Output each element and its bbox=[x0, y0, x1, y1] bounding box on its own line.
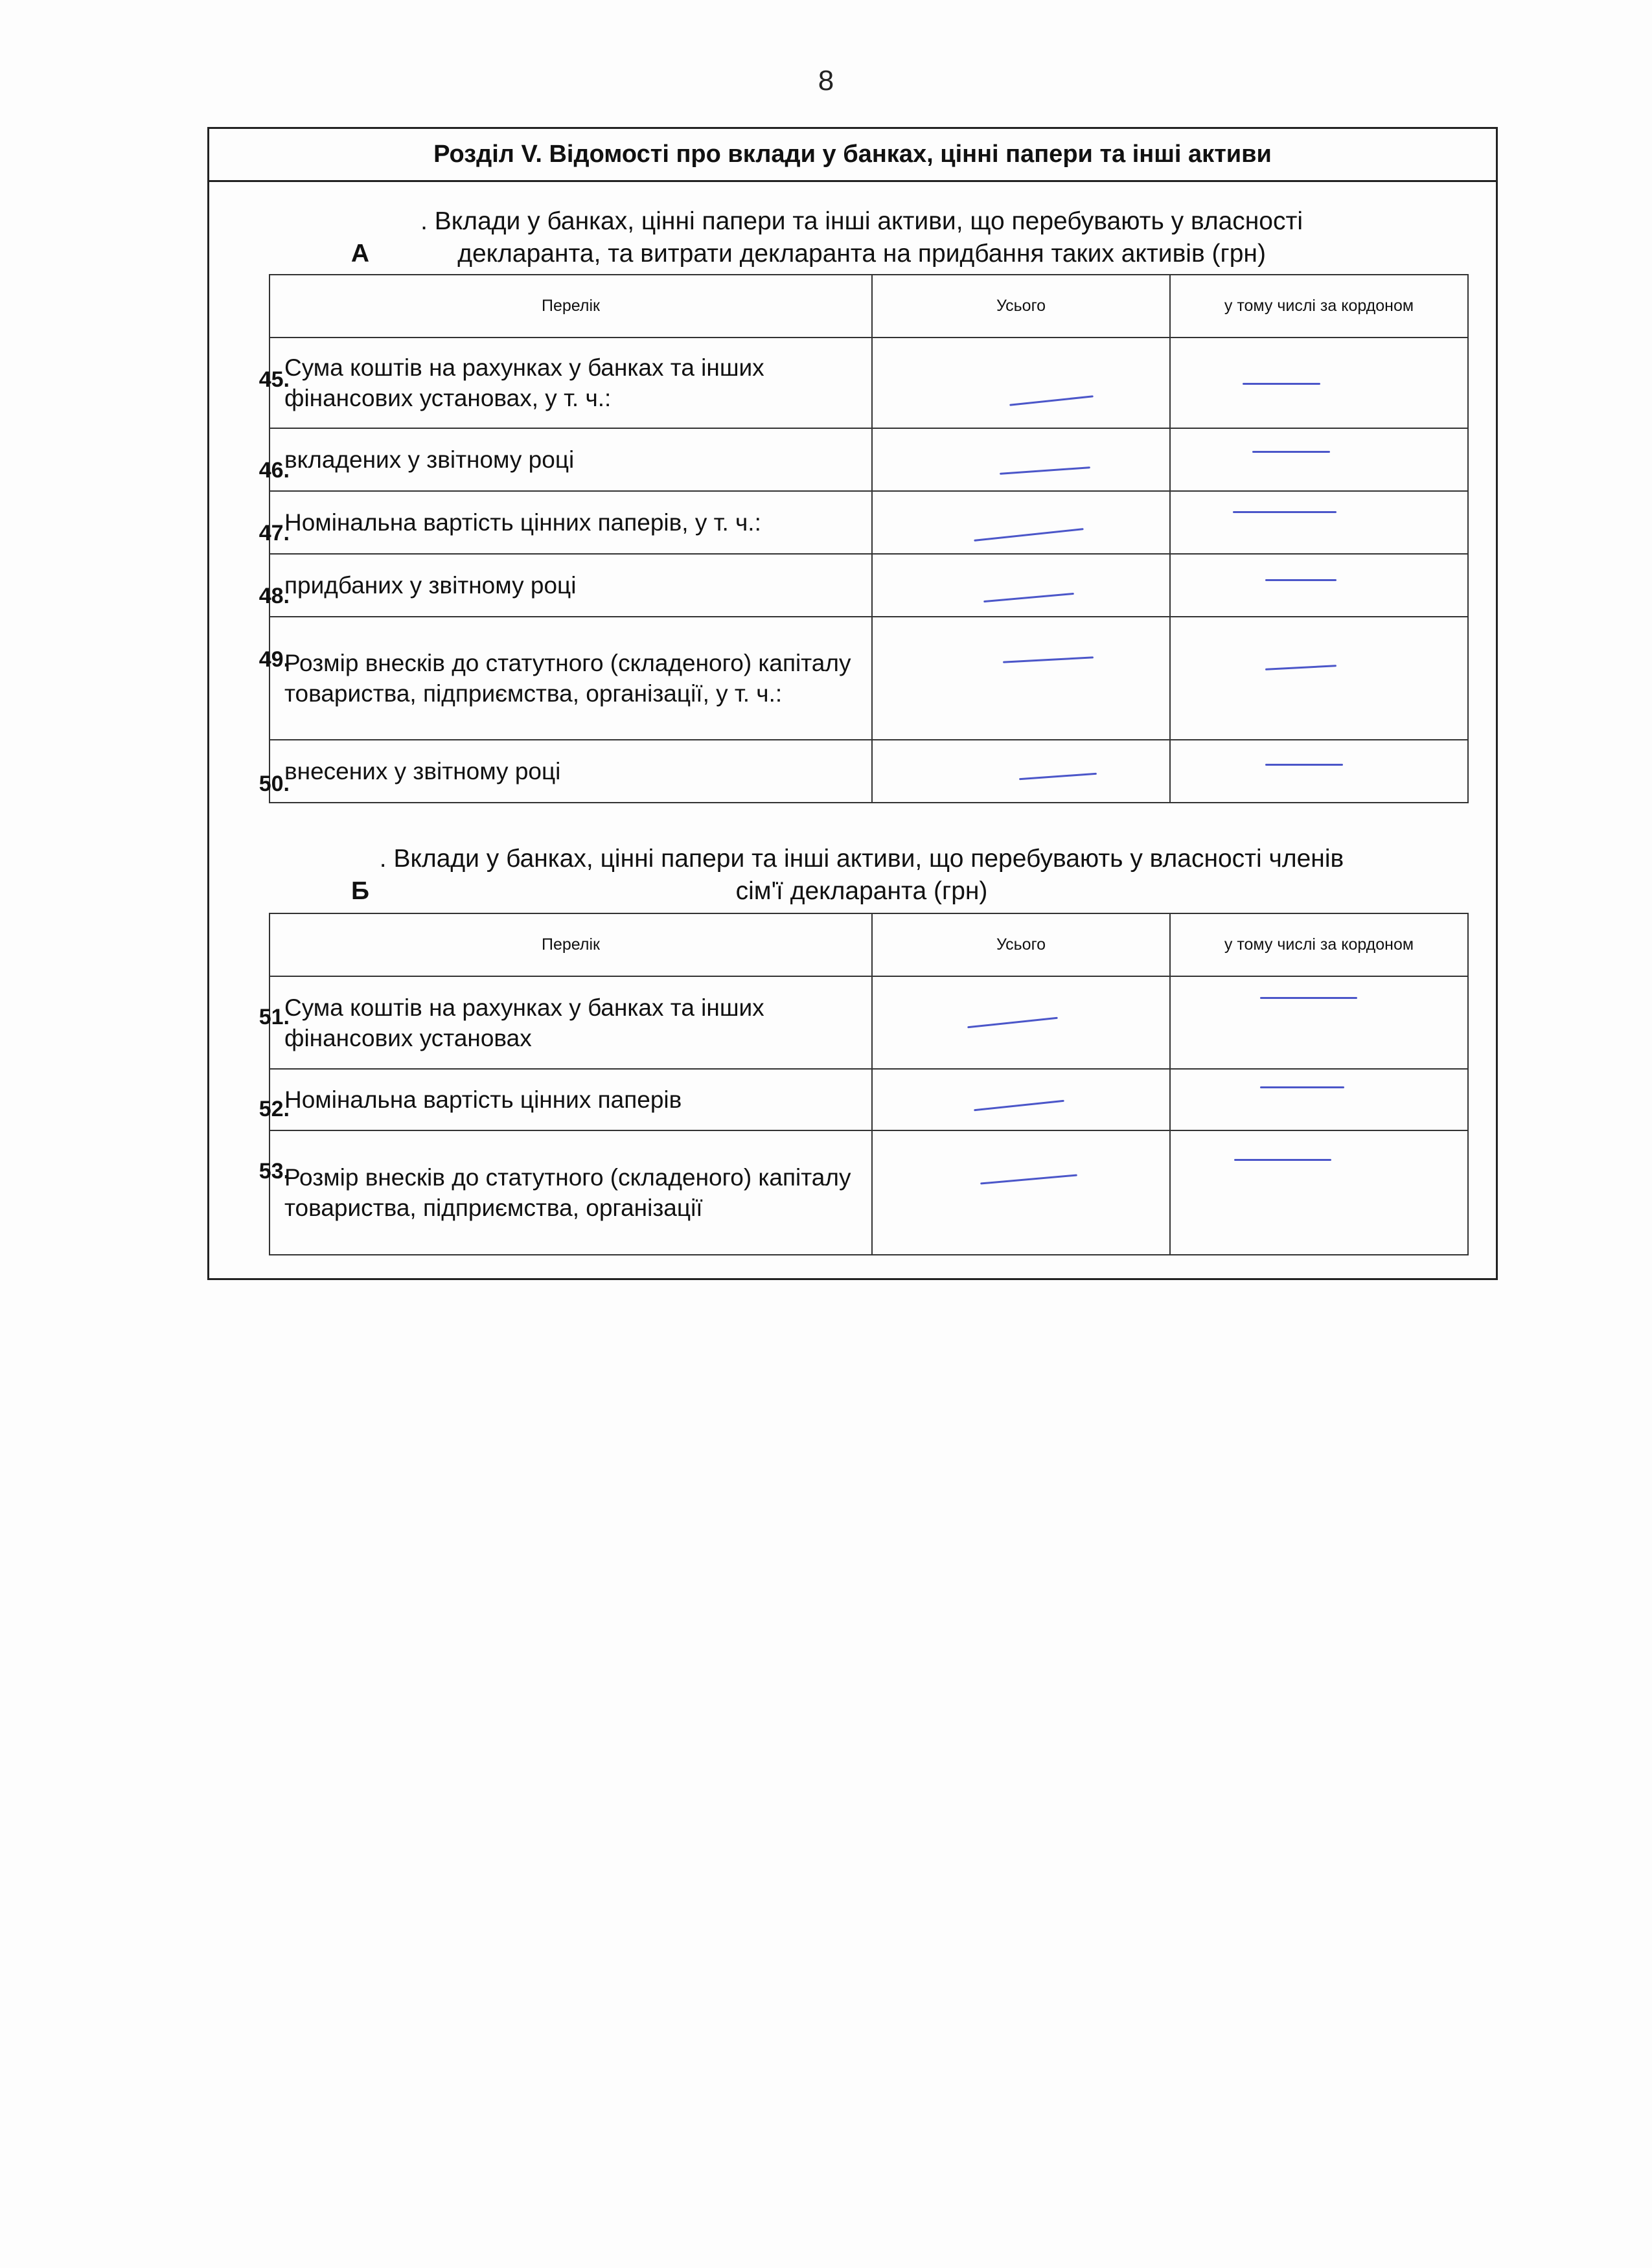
header-abroad: у тому числі за кордоном bbox=[1170, 913, 1468, 976]
handwritten-dash bbox=[1233, 511, 1337, 513]
part-b-letter: Б bbox=[350, 877, 370, 905]
section-title: Розділ V. Відомості про вклади у банках, цінні папери та інші активи bbox=[209, 129, 1496, 182]
row-label: Сума коштів на рахунках у банках та інших фінансових установах bbox=[270, 976, 872, 1069]
table-row bbox=[270, 491, 1468, 554]
table-row bbox=[270, 740, 1468, 803]
abroad-field[interactable] bbox=[1170, 617, 1468, 740]
row-label: придбаних у звітному році bbox=[270, 554, 872, 617]
total-field[interactable] bbox=[872, 1130, 1170, 1255]
header-name: Перелік bbox=[270, 913, 872, 976]
abroad-field[interactable] bbox=[1170, 1130, 1468, 1255]
total-field[interactable] bbox=[872, 554, 1170, 617]
row-label: Сума коштів на рахунках у банках та інших фінансових установах, у т. ч.: bbox=[270, 338, 872, 428]
row-number: 47. bbox=[258, 521, 290, 545]
total-field[interactable] bbox=[872, 491, 1170, 554]
table-row bbox=[270, 554, 1468, 617]
abroad-field[interactable] bbox=[1170, 740, 1468, 803]
part-a-table bbox=[269, 274, 1469, 803]
header-total: Усього bbox=[872, 913, 1170, 976]
page-number: 8 bbox=[818, 65, 834, 97]
abroad-field[interactable] bbox=[1170, 1069, 1468, 1130]
total-field[interactable] bbox=[872, 617, 1170, 740]
row-label: вкладених у звітному році bbox=[270, 428, 872, 491]
abroad-field[interactable] bbox=[1170, 428, 1468, 491]
part-b-title-text: . Вклади у банках, цінні папери та інші активи, що перебувають у власності членів сім'ї декларанта (грн) bbox=[379, 845, 1344, 905]
row-number: 51. bbox=[258, 1005, 290, 1029]
row-label: Номінальна вартість цінних паперів, у т. ч.: bbox=[270, 491, 872, 554]
abroad-field[interactable] bbox=[1170, 976, 1468, 1069]
row-number: 46. bbox=[258, 458, 290, 483]
table-row bbox=[270, 617, 1468, 740]
row-label: Номінальна вартість цінних паперів bbox=[270, 1069, 872, 1130]
row-number: 52. bbox=[258, 1097, 290, 1121]
table-row bbox=[270, 428, 1468, 491]
handwritten-dash bbox=[1243, 383, 1320, 385]
table-row bbox=[270, 1069, 1468, 1130]
section-v bbox=[207, 127, 1498, 1280]
table-header-row bbox=[270, 275, 1468, 338]
row-number: 53. bbox=[258, 1159, 290, 1184]
total-field[interactable] bbox=[872, 740, 1170, 803]
part-a-title bbox=[209, 205, 1496, 270]
row-number: 45. bbox=[258, 367, 290, 392]
part-b-title bbox=[209, 843, 1496, 908]
header-abroad: у тому числі за кордоном bbox=[1170, 275, 1468, 338]
handwritten-dash bbox=[1265, 579, 1337, 581]
handwritten-dash bbox=[1234, 1159, 1331, 1161]
row-number: 50. bbox=[258, 772, 290, 796]
row-number: 48. bbox=[258, 584, 290, 608]
header-name: Перелік bbox=[270, 275, 872, 338]
table-row bbox=[270, 1130, 1468, 1255]
total-field[interactable] bbox=[872, 338, 1170, 428]
handwritten-dash bbox=[1260, 1086, 1344, 1088]
abroad-field[interactable] bbox=[1170, 491, 1468, 554]
part-a-title-text: . Вклади у банках, цінні папери та інші активи, що перебувають у власності декларанта, та витрати декларанта на придбання таких активів (грн) bbox=[420, 207, 1303, 268]
handwritten-dash bbox=[1260, 997, 1357, 999]
row-label: Розмір внесків до статутного (складеного) капіталу товариства, підприємства, організації, у т. ч.: bbox=[270, 617, 872, 740]
total-field[interactable] bbox=[872, 1069, 1170, 1130]
part-a-letter: А bbox=[350, 240, 370, 268]
row-label: внесених у звітному році bbox=[270, 740, 872, 803]
abroad-field[interactable] bbox=[1170, 554, 1468, 617]
part-b-table bbox=[269, 913, 1469, 1255]
total-field[interactable] bbox=[872, 428, 1170, 491]
table-header-row bbox=[270, 913, 1468, 976]
handwritten-dash bbox=[1252, 451, 1330, 453]
header-total: Усього bbox=[872, 275, 1170, 338]
table-row bbox=[270, 976, 1468, 1069]
row-label: Розмір внесків до статутного (складеного) капіталу товариства, підприємства, організації bbox=[270, 1130, 872, 1255]
row-number: 49. bbox=[258, 647, 290, 672]
handwritten-dash bbox=[1265, 764, 1343, 766]
